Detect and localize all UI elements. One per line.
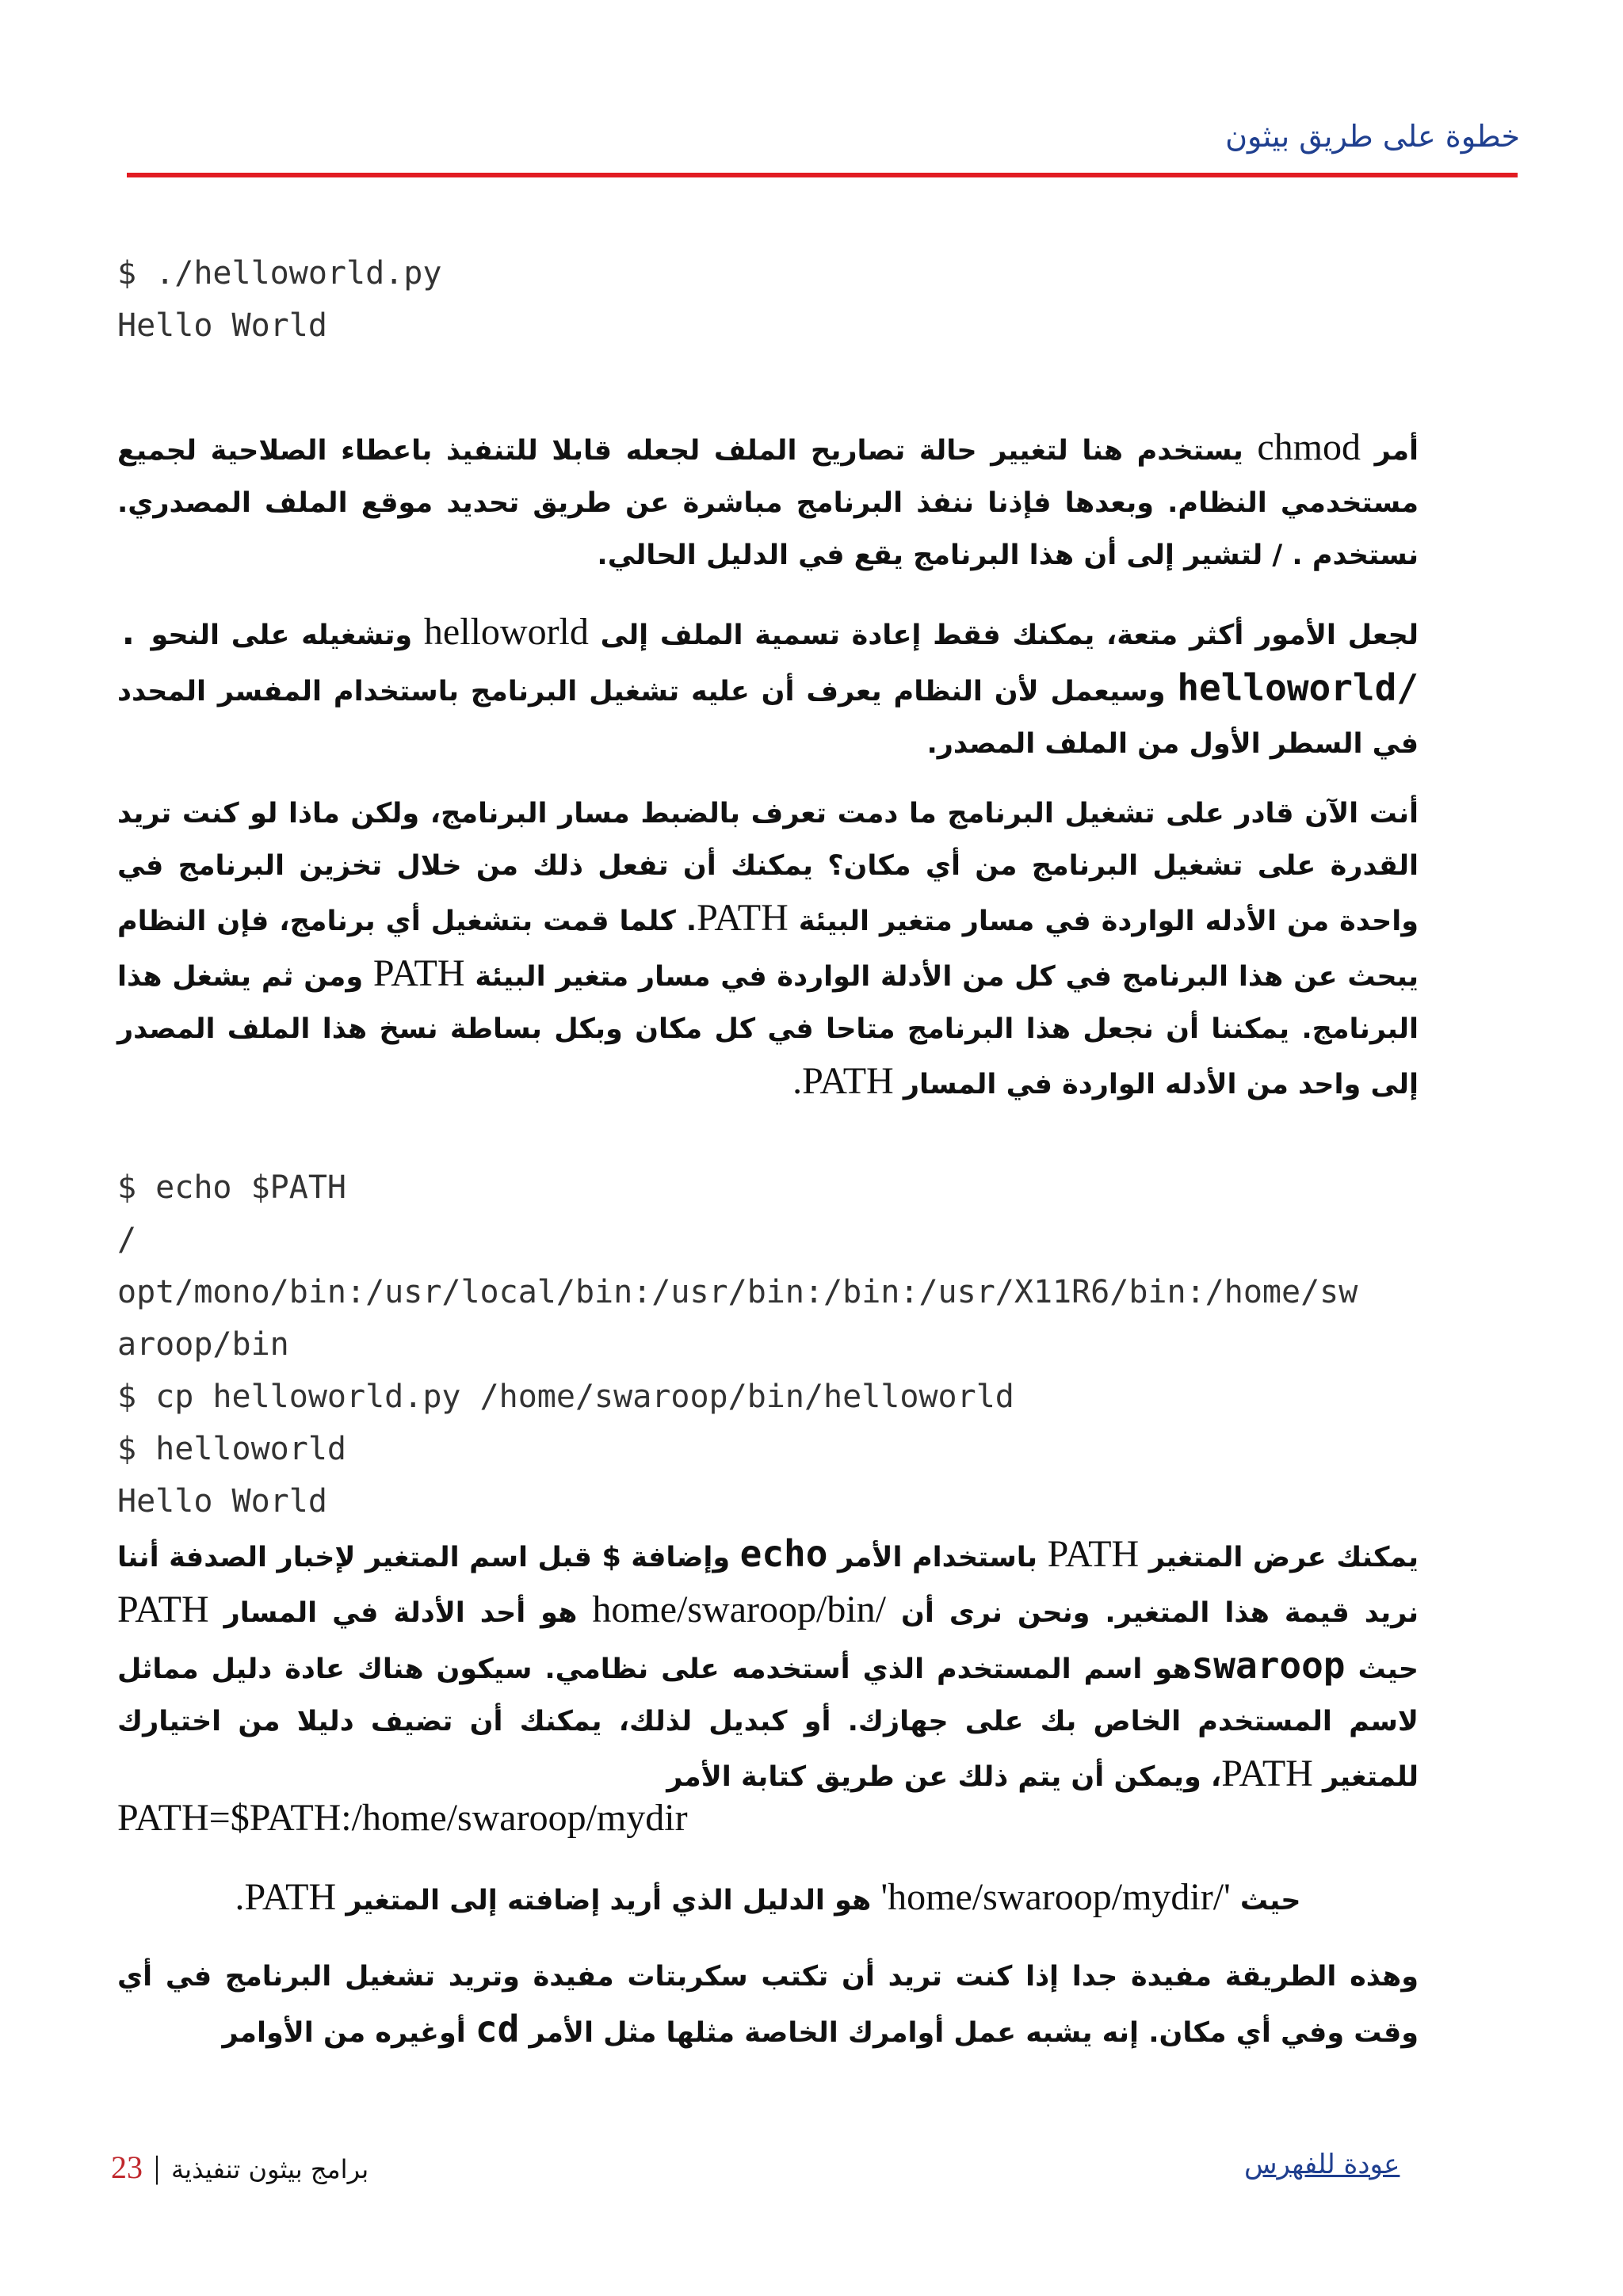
inline-variable: PATH — [697, 897, 789, 939]
code-line: / — [117, 1222, 137, 1258]
inline-variable: PATH — [1047, 1533, 1140, 1575]
back-to-index-link[interactable]: عودة للفهرس — [1244, 2149, 1400, 2180]
header-divider — [127, 173, 1518, 177]
footer-separator: | — [154, 2149, 161, 2185]
paragraph-rename: لجعل الأمور أكثر متعة، يمكنك فقط إعادة تسمية الملف إلى helloworld وتشغيله على النحو . /helloworld وسيعمل لأن النظام يعرف أن عليه تشغيل البرنامج باستخدام المفسر المحدد في السطر الأول من الملف المصدر. — [117, 610, 1419, 760]
code-line: opt/mono/bin:/usr/local/bin:/usr/bin:/bin:/usr/X11R6/bin:/home/sw — [117, 1274, 1358, 1310]
code-line: $ cp helloworld.py /home/swaroop/bin/helloworld — [117, 1379, 1014, 1415]
paragraph-path-intro: أنت الآن قادر على تشغيل البرنامج ما دمت تعرف بالضبط مسار البرنامج، ولكن ماذا لو كنت تريد القدرة على تشغيل البرنامج من أي مكان؟ يمكنك أن تفعل ذلك من خلال تخزين البرنامج في واحدة من الأدله الواردة في مسار متغير البيئة PATH. كلما قمت بتشغيل أي برنامج، فإن النظام يبحث عن هذا البرنامج في كل من الأدلة الواردة في مسار متغير البيئة PATH ومن ثم يشغل هذا البرنامج. يمكننا أن نجعل هذا البرنامج متاحا في كل مكان وبكل بساطة نسخ هذا الملف المصدر إلى واحد من الأدله الواردة في المسار PATH. — [117, 798, 1419, 1102]
code-block-path — [117, 1161, 1358, 1527]
code-line: $ echo $PATH — [117, 1169, 346, 1206]
inline-filename: helloworld — [423, 611, 589, 653]
paragraph-mydir: حيث '/home/swaroop/mydir' هو الدليل الذي أريد إضافته إلى المتغير PATH. — [235, 1876, 1301, 1918]
inline-username: swaroop — [1191, 1644, 1346, 1687]
footer-book-info — [111, 2149, 369, 2186]
path-command-line: PATH=$PATH:/home/swaroop/mydir — [117, 1797, 688, 1839]
inline-path: /home/swaroop/bin — [592, 1589, 887, 1630]
inline-command: cd — [475, 2008, 520, 2050]
paragraph-echo-path: يمكنك عرض المتغير PATH باستخدام الأمر echo وإضافة $ قبل اسم المتغير لإخبار الصدفة أننا نريد قيمة هذا المتغير. ونحن نرى أن /home/swaroop/bin هو أحد الأدلة في المسار PATH حيث swaroopهو اسم المستخدم الذي أستخدمه على نظامي. سيكون هناك عادة دليل مماثل لاسم المستخدم الخاص بك على جهازك. أو كبديل لذلك، يمكنك أن تضيف دليلا من اختيارك للمتغير PATH، ويمكن أن يتم ذلك عن طريق كتابة الأمر — [117, 1532, 1419, 1794]
code-line: aroop/bin — [117, 1326, 289, 1363]
inline-variable: PATH. — [235, 1876, 337, 1918]
inline-variable: PATH — [1221, 1753, 1313, 1794]
code-block-run — [117, 247, 441, 352]
code-line: $ ./helloworld.py — [117, 255, 442, 292]
inline-variable: PATH. — [792, 1060, 894, 1102]
inline-command: echo — [739, 1532, 828, 1575]
inline-command: . /helloworld — [117, 610, 1419, 709]
paragraph-chmod: أمر chmod يستخدم هنا لتغيير حالة تصاريح الملف لجعله قابلا للتنفيذ باعطاء الصلاحية لجميع مستخدمي النظام. وبعدها فإذنا ننفذ البرنامج مباشرة عن طريق تحديد موقع الملف المصدري. نستخدم . / لتشير إلى أن هذا البرنامج يقع في الدليل الحالي. — [117, 426, 1419, 571]
code-line: Hello World — [117, 307, 327, 344]
code-line: Hello World — [117, 1483, 327, 1520]
inline-path: '/home/swaroop/mydir' — [880, 1876, 1231, 1918]
header-title: خطوة على طريق بيثون — [1225, 119, 1520, 154]
inline-variable: PATH — [117, 1589, 209, 1630]
inline-command: chmod — [1257, 426, 1361, 468]
inline-variable: PATH — [372, 952, 465, 994]
code-line: $ helloworld — [117, 1431, 346, 1467]
paragraph-usefulness: وهذه الطريقة مفيدة جدا إذا كنت تريد أن تكتب سكربتات مفيدة وتريد تشغيل البرنامج في أي وقت وفي أي مكان. إنه يشبه عمل أوامرك الخاصة مثلها مثل الأمر cd أوغيره من الأوامر — [117, 1961, 1419, 2050]
page-number: 23 — [111, 2149, 143, 2185]
book-name: برامج بيثون تنفيذية — [171, 2154, 369, 2184]
